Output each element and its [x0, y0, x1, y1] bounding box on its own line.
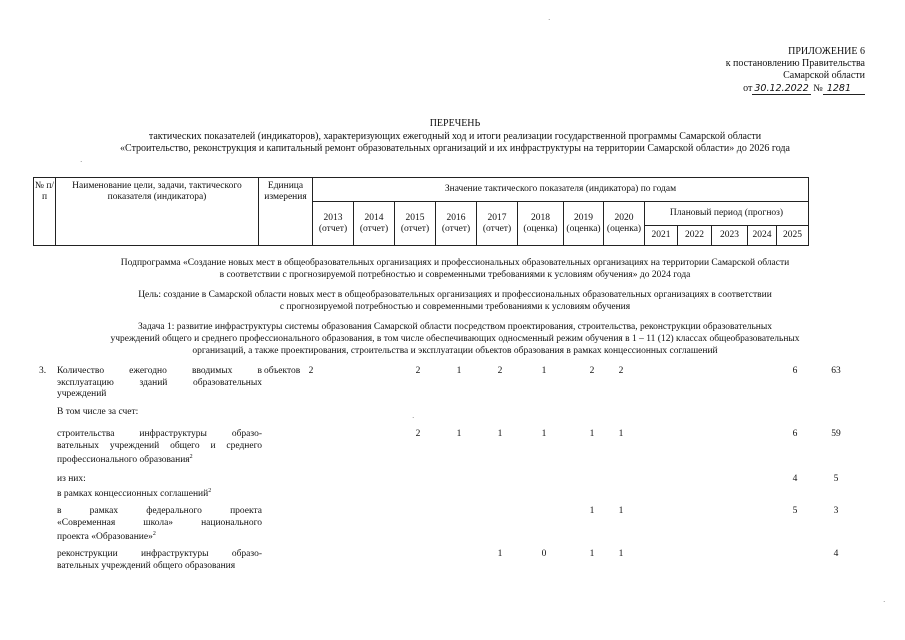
col-unit-header: Единица измерения [259, 178, 313, 246]
value-cell: 2 [415, 429, 421, 439]
including-label: В том числе за счет: [57, 407, 139, 417]
value-cell: 1 [456, 429, 462, 439]
planned-period-header: Плановый период (прогноз) [645, 202, 809, 226]
scan-speck: · [548, 16, 551, 24]
value-cell: 1 [456, 366, 462, 376]
value-cell: 2 [415, 366, 421, 376]
year-header: 2018 (оценка) [518, 202, 564, 246]
value-cell: 0 [541, 549, 547, 559]
value-cell: 5 [792, 506, 798, 516]
value-cell: 63 [831, 366, 841, 376]
scan-speck: · [80, 158, 83, 166]
plan-year-header: 2023 [712, 226, 748, 246]
subprogram-line1: Подпрограмма «Создание новых мест в общеобразовательных организациях и профессиональных образовательных организациях на территории Самарской области [120, 258, 790, 268]
appendix-date-line [690, 83, 865, 95]
value-cell: 1 [497, 549, 503, 559]
task-line1: Задача 1: развитие инфраструктуры системы образования Самарской области посредством проектирования, строительства, реконструкции образовательных [137, 322, 773, 332]
value-cell: 1 [618, 506, 624, 516]
indicator-name: в рамках федерального проекта «Современная школа» национального проекта «Образование»$^2$ [57, 506, 262, 543]
year-header: 2020 (оценка) [604, 202, 645, 246]
value-cell: 2 [589, 366, 595, 376]
value-cell: 6 [792, 366, 798, 376]
year-header: 2017 (отчет) [477, 202, 518, 246]
task-line2: учреждений общего и среднего профессионального образования, в том числе обеспечивающих односменный режим обучения в 1 – 11 (12) классах общеобразовательных [110, 334, 800, 344]
year-header: 2016 (отчет) [436, 202, 477, 246]
subprogram-line2: в соответствии с прогнозируемой потребностью и современными требованиями к условиям обучения» до 2024 года [219, 270, 691, 280]
year-header: 2014 (отчет) [354, 202, 395, 246]
value-cell: 4 [833, 549, 839, 559]
value-cell: 3 [833, 506, 839, 516]
value-cell: 1 [618, 549, 624, 559]
year-header: 2013 (отчет) [313, 202, 354, 246]
date-prefix: от [743, 83, 753, 94]
value-cell: 2 [618, 366, 624, 376]
indicators-header-table [33, 177, 809, 246]
value-cell: 59 [831, 429, 841, 439]
number-prefix: № [813, 83, 823, 94]
appendix-line1: к постановлению Правительства [725, 58, 865, 69]
year-header: 2019 (оценка) [564, 202, 604, 246]
col-values-header: Значение тактического показателя (индикатора) по годам [313, 178, 809, 202]
value-cell: 2 [308, 366, 314, 376]
value-cell: 4 [792, 474, 798, 484]
value-cell: 1 [618, 429, 624, 439]
plan-year-header: 2024 [748, 226, 777, 246]
year-header: 2015 (отчет) [395, 202, 436, 246]
scan-speck: · [883, 598, 886, 606]
goal-line1: Цель: создание в Самарской области новых мест в общеобразовательных организациях и профессиональных образовательных организациях в соответствии [138, 290, 772, 300]
indicator-name: строительства инфраструктуры образо- вательных учреждений общего и среднего профессионального образования$^2$ [57, 429, 262, 466]
col-num-header: № п/п [34, 178, 56, 246]
value-cell: 1 [541, 429, 547, 439]
value-cell: 1 [589, 429, 595, 439]
plan-year-header: 2022 [678, 226, 712, 246]
number-value: 1281 [823, 83, 865, 95]
plan-year-header: 2021 [645, 226, 678, 246]
value-cell: 1 [541, 366, 547, 376]
value-cell: 1 [589, 506, 595, 516]
indicator-name: из них: в рамках концессионных соглашений$^2$ [57, 474, 212, 499]
value-cell: 6 [792, 429, 798, 439]
value-cell: 2 [497, 366, 503, 376]
appendix-line2: Самарской области [783, 70, 865, 81]
col-name-header: Наименование цели, задачи, тактического показателя (индикатора) [56, 178, 259, 246]
value-cell: 1 [589, 549, 595, 559]
task-line3: организаций, а также проектирования, строительства и эксплуатации объектов образования в рамках концессионных соглашений [192, 346, 718, 356]
row-number: 3. [39, 366, 47, 376]
goal-line2: с прогнозируемой потребностью и современными требованиями к условиям обучения [279, 302, 631, 312]
indicator-name: Количество ежегодно вводимых в эксплуатацию зданий образовательных учреждений [57, 366, 262, 399]
value-cell: 1 [497, 429, 503, 439]
value-cell: 5 [833, 474, 839, 484]
heading-line1: тактических показателей (индикаторов), характеризующих ежегодный ход и итоги реализации государственной программы Самарской области [148, 131, 762, 142]
unit-cell: объектов [264, 366, 301, 376]
appendix-block [690, 46, 865, 95]
heading-line2: «Строительство, реконструкция и капитальный ремонт образовательных организаций и их инфраструктуры на территории Самарской области» до 2026 года [120, 143, 790, 154]
plan-year-header: 2025 [777, 226, 809, 246]
date-value: 30.12.2022 [754, 83, 809, 94]
document-title: ПЕРЕЧЕНЬ [429, 118, 481, 129]
scan-speck: · [412, 414, 415, 422]
indicator-name: реконструкции инфраструктуры образо- вательных учреждений общего образования [57, 549, 262, 571]
appendix-title: ПРИЛОЖЕНИЕ 6 [788, 46, 865, 57]
